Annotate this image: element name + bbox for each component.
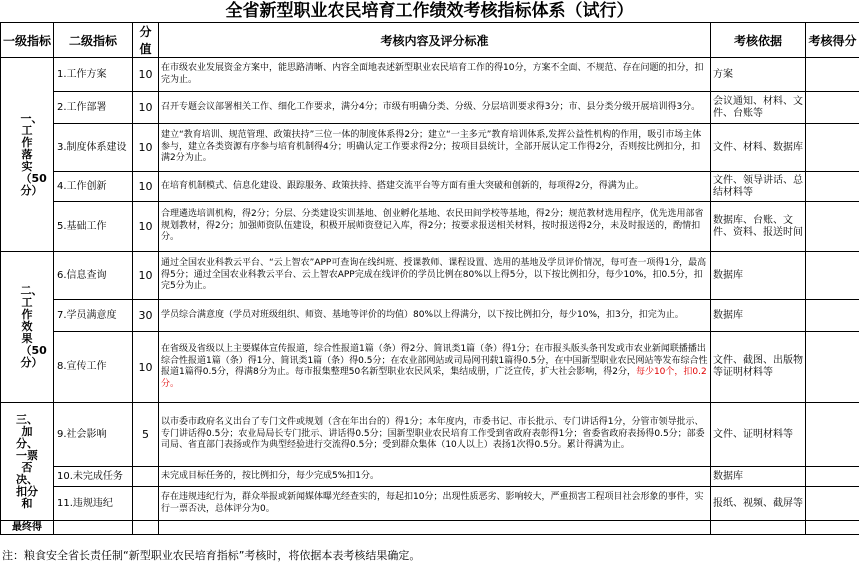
indicator-score: 10 <box>133 202 159 252</box>
table-row <box>1 58 859 92</box>
indicator-score: 10 <box>133 332 159 403</box>
indicator-content: 在市级农业发展资金方案中，能思路清晰、内容全面地表述新型职业农民培育工作的得10分，方案不全面、不规范、存在问题的扣分，扣完为止。 <box>159 58 711 92</box>
score-cell[interactable] <box>806 403 859 467</box>
indicator-score: 10 <box>133 124 159 172</box>
indicator-name: 1.工作方案 <box>54 58 133 92</box>
table-row <box>1 403 859 467</box>
score-cell[interactable] <box>806 124 859 172</box>
indicator-content: 以市委市政府名义出台了专门文件或规划（含在年出台的）得1分；本年度内，市委书记、市长批示、专门讲话得1分，分管市领导批示、专门讲话得0.5分；农业局局长专门批示、讲话得0.5分；国新型职业农民培育工作受到省政府表彰得1分；省委省政府表扬得0.5分；部委司局、省直部门表扬或作为典型经验进行交流得0.5分；受到群众集体（10人以上）表扬1次得0.5分。累计得满为止。 <box>159 403 711 467</box>
indicator-score <box>133 467 159 487</box>
indicator-basis: 数据库 <box>711 252 806 300</box>
table-row <box>1 300 859 332</box>
indicator-score: 30 <box>133 300 159 332</box>
indicator-name: 4.工作创新 <box>54 172 133 202</box>
final-score-label: 最终得 <box>1 521 54 535</box>
group-label-text: 一、工作落实（50分） <box>20 111 47 197</box>
indicator-name: 9.社会影响 <box>54 403 133 467</box>
content-red-note: 每少10个，扣0.2分。 <box>161 367 707 389</box>
header-level1: 一级指标 <box>1 23 54 58</box>
indicator-name: 6.信息查询 <box>54 252 133 300</box>
indicator-content: 在培育机制模式、信息化建设、跟踪服务、政策扶持、搭建交流平台等方面有重大突破和创新的，每项得2分，得满为止。 <box>159 172 711 202</box>
header-level2: 二级指标 <box>54 23 133 58</box>
table-row <box>1 467 859 487</box>
header-score: 分值 <box>133 23 159 58</box>
table-row <box>1 172 859 202</box>
indicator-basis: 报纸、视频、截屏等 <box>711 487 806 521</box>
indicator-score: 10 <box>133 58 159 92</box>
indicator-content: 合理遴选培训机构，得2分；分层、分类建设实训基地、创业孵化基地、农民田间学校等基地，得2分；规范教材选用程序，优先选用部省规划教材，得2分；加强师资队伍建设，积极开展师资登记入库，得2分；按要求报送相关材料，按时报送得2分，未及时报送的，酌情扣分。 <box>159 202 711 252</box>
score-cell[interactable] <box>806 172 859 202</box>
indicator-content: 未完成目标任务的，按比例扣分，每少完成5%扣1分。 <box>159 467 711 487</box>
indicator-basis: 文件、材料、数据库 <box>711 124 806 172</box>
final-score-cell[interactable] <box>806 521 859 535</box>
header-basis: 考核依据 <box>711 23 806 58</box>
indicator-basis: 数据库、台账、文件、资料、报送时间 <box>711 202 806 252</box>
table-row <box>1 92 859 124</box>
group-label-text: 三、加分、一票否决、扣分和 <box>16 412 38 510</box>
indicator-score: 10 <box>133 172 159 202</box>
indicator-content: 通过全国农业科教云平台、“云上智农”APP可查询在线纠班、授课教师、课程设置、选用的基地及学员评价情况，每可查一项得1分，最高得5分；通过全国农业科教云平台、云上智农APP完成在线评价的学员比例在80%以上得5分，以下按比例扣分，每少10%，扣0.5分，扣完5分为止。 <box>159 252 711 300</box>
header-content: 考核内容及评分标准 <box>159 23 711 58</box>
group-label-1 <box>1 58 54 252</box>
indicator-score: 10 <box>133 252 159 300</box>
indicator-content: 建立“教育培训、规范管理、政策扶持”三位一体的制度体系得2分；建立“一主多元”教育培训体系,发挥公益性机构的作用，吸引市场主体参与，建立各类资源有序参与培育机制得4分；明确认定工作要求得2分；按项目县统计，全部开展认定工作得2分，否则按比例扣分，扣满2分为止。 <box>159 124 711 172</box>
score-cell[interactable] <box>806 467 859 487</box>
indicator-basis: 方案 <box>711 58 806 92</box>
indicator-name: 2.工作部署 <box>54 92 133 124</box>
header-row <box>1 23 859 58</box>
indicator-table <box>0 22 859 535</box>
indicator-basis: 会议通知、材料、文件、台账等 <box>711 92 806 124</box>
group-label-text: 二、工作效果（50分） <box>20 284 47 369</box>
final-score-row <box>1 521 859 535</box>
score-cell[interactable] <box>806 202 859 252</box>
indicator-basis: 文件、证明材料等 <box>711 403 806 467</box>
indicator-content: 召开专题会议部署相关工作、细化工作要求，满分4分；市级有明确分类、分级、分层培训要求得3分；市、县分类分级开展培训得3分。 <box>159 92 711 124</box>
indicator-score: 10 <box>133 92 159 124</box>
group-label-2 <box>1 252 54 403</box>
header-result: 考核得分 <box>806 23 859 58</box>
score-cell[interactable] <box>806 487 859 521</box>
indicator-name: 7.学员满意度 <box>54 300 133 332</box>
score-cell[interactable] <box>806 252 859 300</box>
indicator-basis: 数据库 <box>711 300 806 332</box>
score-cell[interactable] <box>806 332 859 403</box>
table-row <box>1 124 859 172</box>
indicator-basis: 数据库 <box>711 467 806 487</box>
table-row <box>1 252 859 300</box>
content-main: 在省级及省级以上主要媒体宣传报道，综合性报道1篇（条）得2分、简讯类1篇（条）得1分；在市报头版头条刊发或市农业新闻联播播出综合性报道1篇（条）得1分、简讯类1篇（条）得0.5分；在农业部网站或司局网刊载1篇得0.5分，在中国新型职业农民网站等发布综合性报道1篇得0.5分，得满8分为止。每市报集整理50名新型职业农民风采，集结成册，广泛宣传，扩大社会影响，得2分， <box>161 344 708 377</box>
indicator-content <box>159 332 711 403</box>
document-title: 全省新型职业农民培育工作绩效考核指标体系（试行） <box>225 1 634 21</box>
indicator-basis: 文件、领导讲话、总结材料等 <box>711 172 806 202</box>
table-row <box>1 332 859 403</box>
indicator-name: 8.宣传工作 <box>54 332 133 403</box>
score-cell[interactable] <box>806 92 859 124</box>
indicator-name: 11.违规违纪 <box>54 487 133 521</box>
indicator-name: 5.基础工作 <box>54 202 133 252</box>
indicator-content: 学员综合满意度（学员对班级组织、师资、基地等评价的均值）80%以上得满分，以下按比例扣分，每少10%，扣3分，扣完为止。 <box>159 300 711 332</box>
group-label-3 <box>1 403 54 521</box>
indicator-score: 5 <box>133 403 159 467</box>
indicator-name: 3.制度体系建设 <box>54 124 133 172</box>
table-row <box>1 487 859 521</box>
indicator-basis: 文件、截图、出版物等证明材料等 <box>711 332 806 403</box>
score-cell[interactable] <box>806 300 859 332</box>
indicator-name: 10.未完成任务 <box>54 467 133 487</box>
footnote: 注：粮食安全省长责任制“新型职业农民培育指标”考核时，将依据本表考核结果确定。 <box>2 549 421 562</box>
indicator-content: 存在违规违纪行为，群众举报或新闻媒体曝光经查实的，每起扣10分；出现性质恶劣、影响较大，严重损害工程项目社会形象的事件，实行一票否决，总体评分为0。 <box>159 487 711 521</box>
table-row <box>1 202 859 252</box>
indicator-score <box>133 487 159 521</box>
score-cell[interactable] <box>806 58 859 92</box>
